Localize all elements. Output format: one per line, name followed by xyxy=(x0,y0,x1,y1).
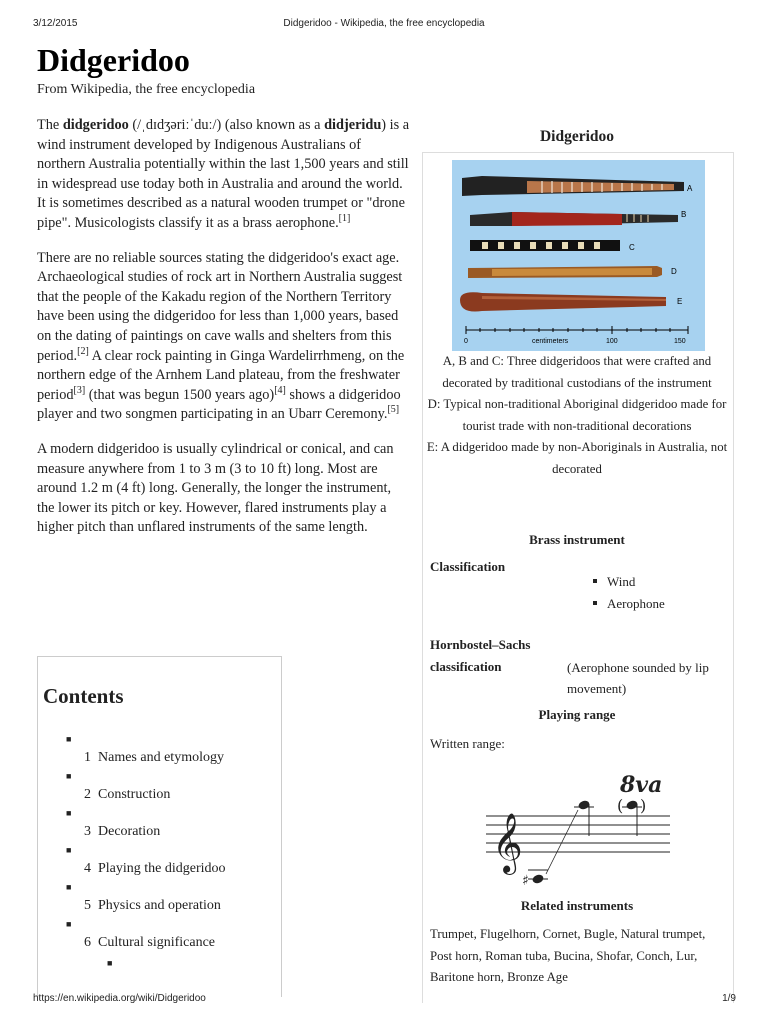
label-e: E xyxy=(677,297,683,306)
classification-values xyxy=(593,571,665,615)
bullet-icon: ■ xyxy=(66,808,72,818)
term-didgeridoo: didgeridoo xyxy=(62,117,129,133)
note-low xyxy=(531,873,544,884)
reference-link[interactable]: [1] xyxy=(338,213,351,225)
text: A clear rock painting in Ginga Wardelirrhmeng, on the northern edge of the Arnhem Land plateau, from the freshwater period xyxy=(37,347,405,403)
text: There are no reliable sources stating the didgeridoo's exact age. Archaeological studies of rock art in Northern Australia suggest that the people of the Kakadu region of the Northern Territory have been using the didgeridoo for less than 1,000 years, based on the dating of paintings on cave walls and shelters from this period. xyxy=(37,249,403,364)
modern-paragraph: A modern didgeridoo is usually cylindrical or conical, and can measure anywhere from 1 to 3 m (3 to 10 ft) long. Most are around 1.2 m (4 ft) long. Generally, the longer the instrument, the lower its pitch or key. However, flared instruments play a higher pitch than unflared instruments of the same length. xyxy=(37,440,394,536)
written-range-label: Written range: xyxy=(430,736,505,751)
scale-tick: 100 xyxy=(606,338,618,345)
scale-label: centimeters xyxy=(532,338,569,345)
caption-abc: A, B and C: Three didgeridoos that were crafted and decorated by traditional custodians of the instrument xyxy=(442,354,712,390)
image-caption xyxy=(422,351,732,481)
classification-item[interactable]: Wind xyxy=(593,571,665,593)
print-title: Didgeridoo - Wikipedia, the free encyclopedia xyxy=(283,18,485,29)
caption-d: D: Typical non-traditional Aboriginal didgeridoo made for tourist trade with non-traditional decorations xyxy=(427,397,727,433)
intro-paragraph xyxy=(37,116,410,234)
text: shows a didgeridoo player and two songmen participating in an Ubarr Ceremony. xyxy=(37,386,401,423)
toc-link[interactable]: Names and etymology xyxy=(98,750,224,765)
sharp-icon: ♯ xyxy=(522,873,529,889)
bullet-icon: ■ xyxy=(107,958,113,968)
treble-clef-icon: 𝄞 xyxy=(492,813,523,873)
playing-range-staff xyxy=(486,772,670,890)
bullet-icon: ■ xyxy=(66,734,72,744)
print-url: https://en.wikipedia.org/wiki/Didgeridoo xyxy=(33,993,206,1004)
bullet-icon: ■ xyxy=(66,882,72,892)
infobox-title: Didgeridoo xyxy=(539,128,615,145)
toc-link[interactable]: Construction xyxy=(98,787,171,802)
bullet-icon: ■ xyxy=(66,845,72,855)
toc-number: 4 xyxy=(84,861,91,876)
label-a: A xyxy=(687,184,693,193)
label-d: D xyxy=(671,267,677,276)
reference-link[interactable]: [4] xyxy=(274,384,286,396)
hs-label-line: classification xyxy=(430,659,502,674)
caption-e: E: A didgeridoo made by non-Aboriginals in Australia, not decorated xyxy=(426,440,728,476)
related-instruments-list[interactable]: Trumpet, Flugelhorn, Cornet, Bugle, Natural trumpet, Post horn, Roman tuba, Bucina, Shofar, Conch, Lur, Baritone horn, Bronze Age xyxy=(430,927,706,984)
toc-link[interactable]: Physics and operation xyxy=(98,898,221,913)
music-staff-graphic xyxy=(486,772,670,890)
term-didjeridu: didjeridu xyxy=(324,117,382,133)
pronunciation-text[interactable]: (/ˌdɪdʒəriːˈduː/) (also known as a xyxy=(128,117,325,133)
toc-number: 3 xyxy=(84,824,91,839)
toc-number: 6 xyxy=(84,935,91,950)
toc-link[interactable]: Playing the didgeridoo xyxy=(98,861,226,876)
classification-item[interactable]: Aerophone xyxy=(593,593,665,615)
hornbostel-sachs-value: (Aerophone sounded by lip movement) xyxy=(567,660,709,696)
reference-link[interactable]: [5] xyxy=(387,404,400,416)
toc-number: 5 xyxy=(84,898,91,913)
hornbostel-sachs-label[interactable] xyxy=(430,634,530,678)
reference-link[interactable]: [3] xyxy=(73,384,86,396)
svg-text:(: ( xyxy=(617,796,624,815)
scale-tick: 0 xyxy=(464,338,468,345)
text: (that was begun 1500 years ago) xyxy=(85,386,275,403)
section-related-instruments: Related instruments xyxy=(520,898,634,913)
scale-tick: 150 xyxy=(674,338,686,345)
didgeridoo-photo[interactable] xyxy=(452,160,705,351)
bullet-icon: ■ xyxy=(66,919,72,929)
didgeridoo-photo-graphic xyxy=(452,160,705,351)
label-b: B xyxy=(681,210,687,219)
print-date: 3/12/2015 xyxy=(33,18,78,29)
page-subtitle: From Wikipedia, the free encyclopedia xyxy=(37,82,256,97)
history-paragraph xyxy=(37,249,410,425)
text: ) is a wind instrument developed by Indigenous Australians of northern Australia potentially within the last 1,500 years and still in widespread use today both in Australia and around the world. It is sometimes described as a natural wooden trumpet or "drone pipe". Musicologists classify it as a brass aerophone. xyxy=(37,117,410,231)
svg-text:): ) xyxy=(640,796,647,815)
toc-number: 1 xyxy=(84,750,91,765)
bullet-icon: ■ xyxy=(66,771,72,781)
section-brass-instrument: Brass instrument xyxy=(529,532,625,547)
toc-link[interactable]: Decoration xyxy=(98,824,161,839)
hs-label-line: Hornbostel–Sachs xyxy=(430,637,531,652)
page-title: Didgeridoo xyxy=(37,42,190,78)
page-number: 1/9 xyxy=(722,993,736,1004)
reference-link[interactable]: [2] xyxy=(77,345,89,357)
text: The xyxy=(37,117,63,133)
section-playing-range: Playing range xyxy=(538,707,616,722)
toc-number: 2 xyxy=(84,787,91,802)
classification-label: Classification xyxy=(430,559,506,574)
toc-title: Contents xyxy=(43,684,124,708)
octave-mark: 8va xyxy=(620,772,663,798)
toc-link[interactable]: Cultural significance xyxy=(98,935,216,950)
article-body xyxy=(37,116,410,553)
table-of-contents xyxy=(37,656,282,997)
label-c: C xyxy=(629,243,635,252)
